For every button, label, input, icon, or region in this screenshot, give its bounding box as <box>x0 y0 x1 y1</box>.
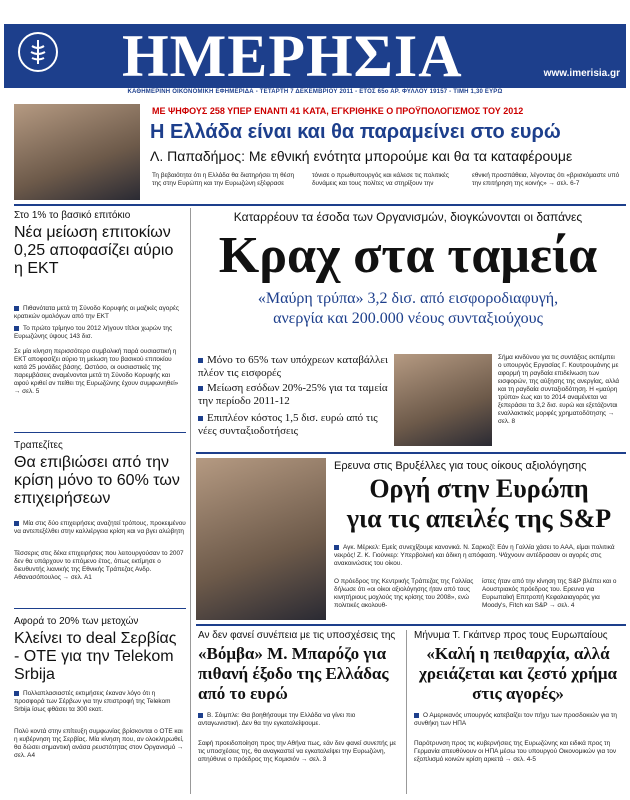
europe-col1: Ο πρόεδρος της Κεντρικής Τράπεζας της Γαλλίας δήλωσε ότι «οι οίκοι αξιολόγησης ήταν από τους κινητήριους μοχλούς της κρίσης του 2008», ενώ πολιτικές ακολουθ- <box>334 578 474 609</box>
europe-bullet1: Αγκ. Μέρκελ: Εμείς συνεχίζουμε κανονικά. Ν. Σαρκοζί: Εάν η Γαλλία χάσει το ΑΑΑ, είμαι πολιτικά νεκρός! Ζ. Κ. Γιούνκερ: Υπερβολική και άδικη η απόφαση. Ψάχνουν αντέδρασαν οι αγορές στις ανακοινώσεις του οίκου. <box>334 544 622 568</box>
top-kicker: ΜΕ ΨΗΦΟΥΣ 258 ΥΠΕΡ ΕΝΑΝΤΙ 41 ΚΑΤΑ, ΕΓΚΡΙΘΗΚΕ Ο ΠΡΟΫΠΟΛΟΓΙΣΜΟΣ ΤΟΥ 2012 <box>152 106 524 116</box>
main-bullet1: Μόνο το 65% των υπόχρεων καταβάλλει πλέον τις εισφορές <box>198 354 388 379</box>
side1-kicker: Στο 1% το βασικό επιτόκιο <box>14 210 131 221</box>
top-text-col3: εθνική προσπάθεια, λέγοντας ότι «βρισκόμαστε υπό την επιτήρηση της κοινής» → σελ. 6-7 <box>472 172 620 187</box>
merkel-juncker-photo <box>196 458 326 620</box>
side3-headline[interactable]: Κλείνει το deal Σερβίας - ΟΤΕ για την Telekom Srbija <box>14 630 177 683</box>
barroso-bullet1: Β. Σόιμπλε: Θα βοηθήσουμε την Ελλάδα να γίνει πιο ανταγωνιστική. Δεν θα την εγκαταλείψουμε. <box>198 712 398 728</box>
logo-icon <box>18 32 58 72</box>
side1-bullet2: Το πρώτο τρίμηνο του 2012 λήγουν τίτλοι χωρών της Ευρωζώνης ύψους 143 δισ. <box>14 325 186 341</box>
side2-bullet1: Μία στις δύο επιχειρήσεις αναζητεί τρόπους, προκειμένου να αντεπεξέλθει στην καλλιέργεια κρίση και να βγει αλώβητη <box>14 520 186 535</box>
divider <box>196 624 626 626</box>
side3-bullet1: Πολλαπλασιαστές εκτιμήσεις έκαναν λόγο ότι η προσφορά των Σέρβων για την επιστροφή της Telekom Srbija ίσως φθάσει τα 300 εκατ. <box>14 690 186 714</box>
side3-kicker: Αφορά το 20% των μετοχών <box>14 616 139 627</box>
main-bullet2: Μείωση εσόδων 20%-25% για τα ταμεία την περίοδο 2011-12 <box>198 382 388 407</box>
side1-bullet1: Πιθανότατα μετά τη Σύνοδο Κορυφής οι μαζικές αγορές κρατικών ομολόγων από την ΕΚΤ <box>14 305 186 321</box>
top-text-col1: Τη βεβαιότητα ότι η Ελλάδα θα διατηρήσει τη θέση της στην Ευρώπη και την Ευρωζώνη εξέφρασε <box>152 172 295 187</box>
side2-headline[interactable]: Θα επιβιώσει από την κρίση μόνο το 60% των επιχειρήσεων <box>14 454 180 507</box>
dateline: ΚΑΘΗΜΕΡΙΝΗ ΟΙΚΟΝΟΜΙΚΗ ΕΦΗΜΕΡΙΔΑ - ΤΕΤΑΡΤΗ 7 ΔΕΚΕΜΒΡΙΟΥ 2011 - ΕΤΟΣ 65ο ΑΡ. ΦΥΛΛΟΥ 19157 - ΤΙΜΗ 1,30 ΕΥΡΩ <box>127 89 503 95</box>
barroso-kicker: Αν δεν φανεί συνέπεια με τις υποσχέσεις της <box>198 630 396 641</box>
masthead <box>4 24 626 88</box>
barroso-headline[interactable]: «Βόμβα» Μ. Μπαρόζο για πιθανή έξοδο της Ελλάδας από το ευρώ <box>198 644 389 703</box>
column-divider <box>406 630 407 794</box>
side2-body: Τέσσερις στις δέκα επιχειρήσεις που λειτουργούσαν το 2007 δεν θα υπάρχουν το επόμενο έτος, όπως εκτίμησε ο διευθυντής λιανικής της Εθνικής Τράπεζας Ανδρ. Αθανασόπουλος → σελ. Α1 <box>14 550 184 581</box>
main-subheadline-2: ανεργία και 200.000 νέους συνταξιούχους <box>273 310 543 327</box>
divider <box>14 204 626 206</box>
koutroumanis-photo <box>394 354 492 446</box>
side3-body: Πολύ κοντά στην επίτευξη συμφωνίας βρίσκονται ο ΟΤΕ και η κυβέρνηση της Σερβίας. Μία κίνηση που, αν ολοκληρωθεί, θα δώσει σημαντική ανάσα ρευστότητας στον Οργανισμό → σελ. Α4 <box>14 728 184 759</box>
geithner-kicker: Μήνυμα Τ. Γκάιτνερ προς τους Ευρωπαίους <box>414 630 608 641</box>
divider <box>14 432 186 433</box>
europe-headline-2[interactable]: για τις απειλές της S&P <box>346 504 612 533</box>
europe-col2: ίστες ήταν από την κίνηση της S&P βλέπει και ο Αουστριακός πρόεδρος του. Ερευνα για Ευρωπαϊκή Επιτροπή Κεφαλαιαγοράς για Moody's, Fitch και S&P → σελ. 4 <box>482 578 617 609</box>
divider <box>196 452 626 454</box>
geithner-bullet1: Ο Αμερικανός υπουργός κατεβαίζει τον πήχυ των προσδοκιών για τη συνθήκη των ΗΠΑ <box>414 712 622 728</box>
geithner-headline[interactable]: «Καλή η πειθαρχία, αλλά χρειάζεται και ζεστό χρήμα στις αγορές» <box>419 644 617 703</box>
divider <box>14 608 186 609</box>
main-kicker: Καταρρέουν τα έσοδα των Οργανισμών, διογκώνονται οι δαπάνες <box>233 210 583 224</box>
top-text-col2: τόνισε ο πρωθυπουργός και κάλεσε τις πολιτικές δυνάμεις και τους πολίτες να στηρίξουν την <box>312 172 449 187</box>
column-divider <box>190 208 191 794</box>
geithner-body: Παρότρυνση προς τις κυβερνήσεις της Ευρωζώνης και ειδικά προς τη Γερμανία απευθύνουν οι ΗΠΑ μέσω του υπουργού Οικονομικών για τον εξοπλισμό κοινών κρίση αρκετά → σελ. 4-5 <box>414 740 617 763</box>
main-subheadline-1: «Μαύρη τρύπα» 3,2 δισ. από εισφοροδιαφυγή, <box>257 290 559 307</box>
newspaper-title: ΗΜΕΡΗΣΙΑ <box>122 23 463 89</box>
main-side-text: Σήμα κινδύνου για τις συντάξεις εκπέμπει ο υπουργός Εργασίας Γ. Κουτρουμάνης με αφορμή τη ραγδαία επιδείνωση των εισφορών, της αύξησης της ανεργίας, αλλά και τη ραγδαία συνταξιοδότηση. Η «μαύρη τρύπα» έως και το 2014 αναμένεται να ξεπεράσει τα 3,2 δισ. ευρώ και εξετάζονται εναλλακτικές μορφές χρηματοδότησης → σελ. 8 <box>498 354 620 425</box>
barroso-body: Σαφή προειδοποίηση προς την Αθήνα πως, εάν δεν φανεί συνεπής με τις υποσχέσεις της, θα αναγκαστεί να εγκαταλείψει την Ευρωζώνη, απηύθυνε ο πρόεδρος της Κομισιόν → σελ. 3 <box>198 740 397 763</box>
top-headline[interactable]: Η Ελλάδα είναι και θα παραμείνει στο ευρώ <box>150 121 561 143</box>
side2-kicker: Τραπεζίτες <box>14 440 63 451</box>
top-subheadline: Λ. Παπαδήμος: Με εθνική ενότητα μπορούμε και θα τα καταφέρουμε <box>150 148 573 164</box>
europe-kicker: Ερευνα στις Βρυξέλλες για τους οίκους αξιολόγησης <box>334 460 587 472</box>
papademos-photo <box>14 104 140 200</box>
main-headline[interactable]: Κραχ στα ταμεία <box>218 227 598 284</box>
side1-headline[interactable]: Νέα μείωση επιτοκίων 0,25 αποφασίζει αύριο η ΕΚΤ <box>14 224 174 277</box>
website-link[interactable]: www.imerisia.gr <box>543 68 620 79</box>
side1-body: Σε μία κίνηση περισσότερο συμβολική παρά ουσιαστική η ΕΚΤ αποφασίζει αύριο τη μείωση του βασικού επιτοκίου κατά 25 μονάδες βάσης. Ωστόσο, οι ουσιαστικές της παρεμβάσεις αναμένονται μετά τη Σύνοδο Κορυφής και αφού κριθεί αν πείθει της Ευρωζώνης έχουν συμφωνηθεί» → σελ. 5 <box>14 348 179 395</box>
main-bullet3: Επιπλέον κόστος 1,5 δισ. ευρώ από τις νέες συνταξιοδοτήσεις <box>198 412 388 438</box>
europe-headline-1[interactable]: Οργή στην Ευρώπη <box>369 474 589 503</box>
